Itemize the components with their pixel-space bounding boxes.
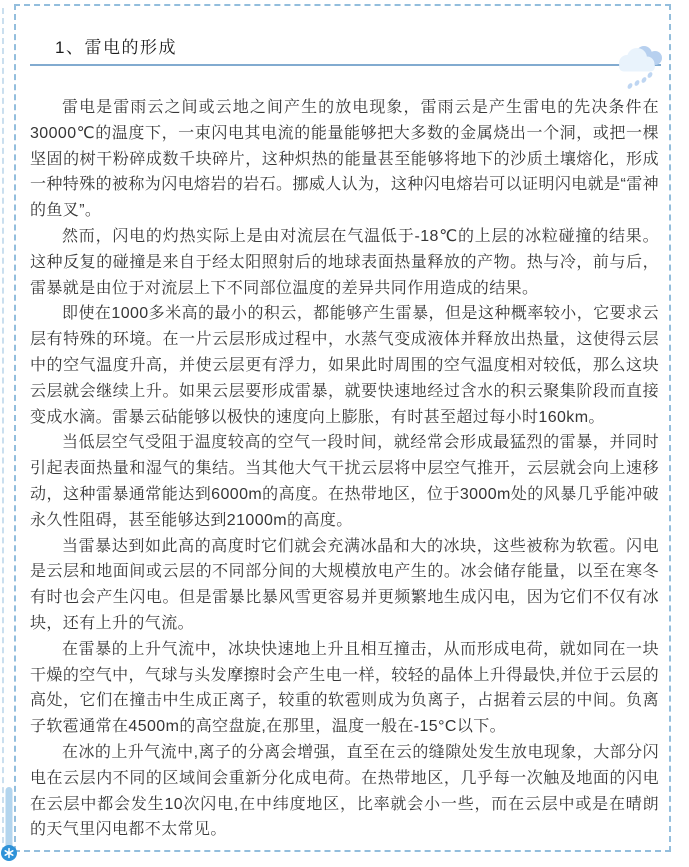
thermometer-stem xyxy=(6,787,13,849)
raindrops xyxy=(627,71,654,89)
decorative-offset-dashed-line xyxy=(2,8,4,853)
rain-cloud-icon xyxy=(615,44,665,92)
paragraph: 然而，闪电的灼热实际上是由对流层在气温低于-18℃的上层的冰粒碰撞的结果。这种反复的碰撞是来自于经太阳照射后的地球表面热量释放的产物。热与冷，前与后，雷暴就是由位于对流层上下不同部位温度的差异共同作用造成的结果。 xyxy=(30,227,659,297)
thermometer-snow-icon xyxy=(0,786,20,864)
paragraph: 在雷暴的上升气流中，冰块快速地上升且相互撞击，从而形成电荷，就如同在一块干燥的空气中，气球与头发摩擦时会产生电一样，较轻的晶体上升得最快,并位于云层的高处，它们在撞击中生成正离子，较重的软雹则成为负离子，占据着云层的中间。负离子软雹通常在4500m的高空盘旋,在那里，温度一般在-15°C以下。 xyxy=(30,640,659,736)
paragraph: 当低层空气受阻于温度较高的空气一段时间，就经常会形成最猛烈的雷暴，并同时引起表面热量和湿气的集结。当其他大气干扰云层将中层空气推开，云层就会向上速移动，这种雷暴通常能达到6000m的高度。在热带地区，位于3000m处的风暴几乎能冲破永久性阻碍，甚至能够达到21000m的高度。 xyxy=(30,434,659,529)
paragraph: 即使在1000多米高的最小的积云，都能够产生雷暴，但是这种概率较小，它要求云层有特殊的环境。在一片云层形成过程中，水蒸气变成液体并释放出热量，这使得云层中的空气温度升高，并使云层更有浮力，如果此时周围的空气温度相对较低，那么这块云层就会继续上升。如果云层要形成雷暴，就要快速地经过含水的积云聚集阶段而直接变成水滴。雷暴云砧能够以极快的速度向上膨胀，有时甚至超过每小时160km。 xyxy=(30,305,659,426)
article-body xyxy=(30,95,659,843)
title-underline xyxy=(30,64,661,66)
page-title: 1、雷电的形成 xyxy=(55,38,177,57)
paragraph: 当雷暴达到如此高的高度时它们就会充满冰晶和大的冰块，这些被称为软雹。闪电是云层和地面间或云层的不同部分间的大规模放电产生的。冰会储存能量，以至在寒冬有时也会产生闪电。但是雷暴比暴风雪更容易并更频繁地生成闪电，因为它们不仅有冰块，还有上升的气流。 xyxy=(30,537,659,632)
paragraph: 雷电是雷雨云之间或云地之间产生的放电现象，雷雨云是产生雷电的先决条件在30000℃的温度下，一束闪电其电流的能量能够把大多数的金属烧出一个洞，或把一棵坚固的树干粉碎成数千块碎片，这种炽热的能量甚至能够将地下的沙质土壤熔化，形成一种特殊的被称为闪电熔岩的岩石。挪威人认为，这种闪电熔岩可以证明闪电就是“雷神的鱼叉”。 xyxy=(30,99,659,220)
paragraph: 在冰的上升气流中,离子的分离会增强，直至在云的缝隙处发生放电现象，大部分闪电在云层内不同的区域间会重新分化成电荷。在热带地区，几乎每一次触及地面的闪电在云层中都会发生10次闪电,在中纬度地区，比率就会小一些，而在云层中或是在晴朗的天气里闪电都不太常见。 xyxy=(30,743,659,839)
